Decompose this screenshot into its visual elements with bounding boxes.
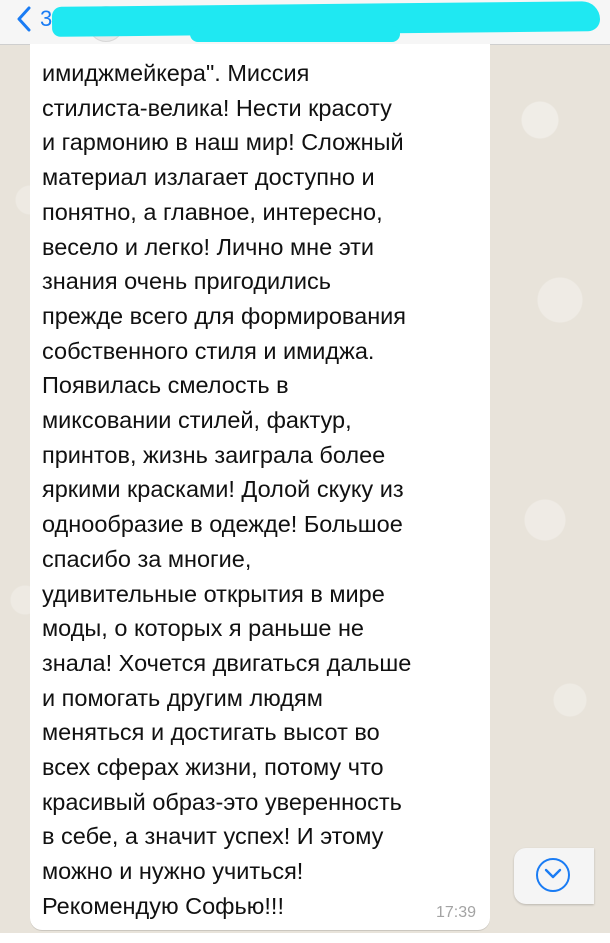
message-line: знала! Хочется двигаться дальше — [42, 649, 412, 676]
message-line: яркими красками! Долой скуку из — [42, 476, 404, 503]
message-line: и помогать другим людям — [42, 684, 323, 711]
message-line: можно и нужно учиться! — [42, 858, 304, 885]
message-line: прежде всего для формирования — [42, 302, 407, 329]
message-text — [42, 56, 487, 924]
message-line: красивый образ-это уверенность — [42, 788, 402, 815]
scroll-to-bottom-button[interactable] — [514, 848, 594, 904]
bottom-edge — [0, 933, 610, 943]
chat-header — [0, 0, 610, 45]
redaction-mark-secondary — [190, 26, 400, 42]
message-line: в себе, а значит успех! И этому — [42, 823, 384, 850]
message-line: и гармонию в наш мир! Сложный — [42, 129, 404, 156]
message-line: однообразие в одежде! Большое — [42, 511, 403, 538]
message-line: удивительные открытия в мире — [42, 580, 385, 607]
unread-count: 3 — [40, 6, 53, 31]
message-line: меняться и достигать высот во — [42, 719, 380, 746]
back-button[interactable] — [16, 4, 52, 34]
message-line: Появилась смелость в — [42, 372, 289, 399]
message-line: спасибо за многие, — [42, 545, 252, 572]
message-bubble[interactable] — [30, 44, 490, 930]
message-line: принтов, жизнь заиграла более — [42, 441, 386, 468]
message-line: понятно, а главное, интересно, — [42, 198, 383, 225]
message-line: стилиста-велика! Нести красоту — [42, 94, 392, 121]
message-line: весело и легко! Лично мне эти — [42, 233, 375, 260]
message-line: всех сферах жизни, потому что — [42, 754, 384, 781]
message-line: материал излагает доступно и — [42, 164, 375, 191]
message-line: моды, о которых я раньше не — [42, 615, 364, 642]
chevron-left-icon — [16, 6, 32, 32]
message-timestamp: 17:39 — [435, 904, 476, 921]
message-line: Рекомендую Софью!!! — [42, 892, 284, 919]
message-line: знания очень пригодились — [42, 268, 331, 295]
message-line: собственного стиля и имиджа. — [42, 337, 375, 364]
message-line: миксовании стилей, фактур, — [42, 407, 352, 434]
message-line: имиджмейкера". Миссия — [42, 60, 310, 86]
